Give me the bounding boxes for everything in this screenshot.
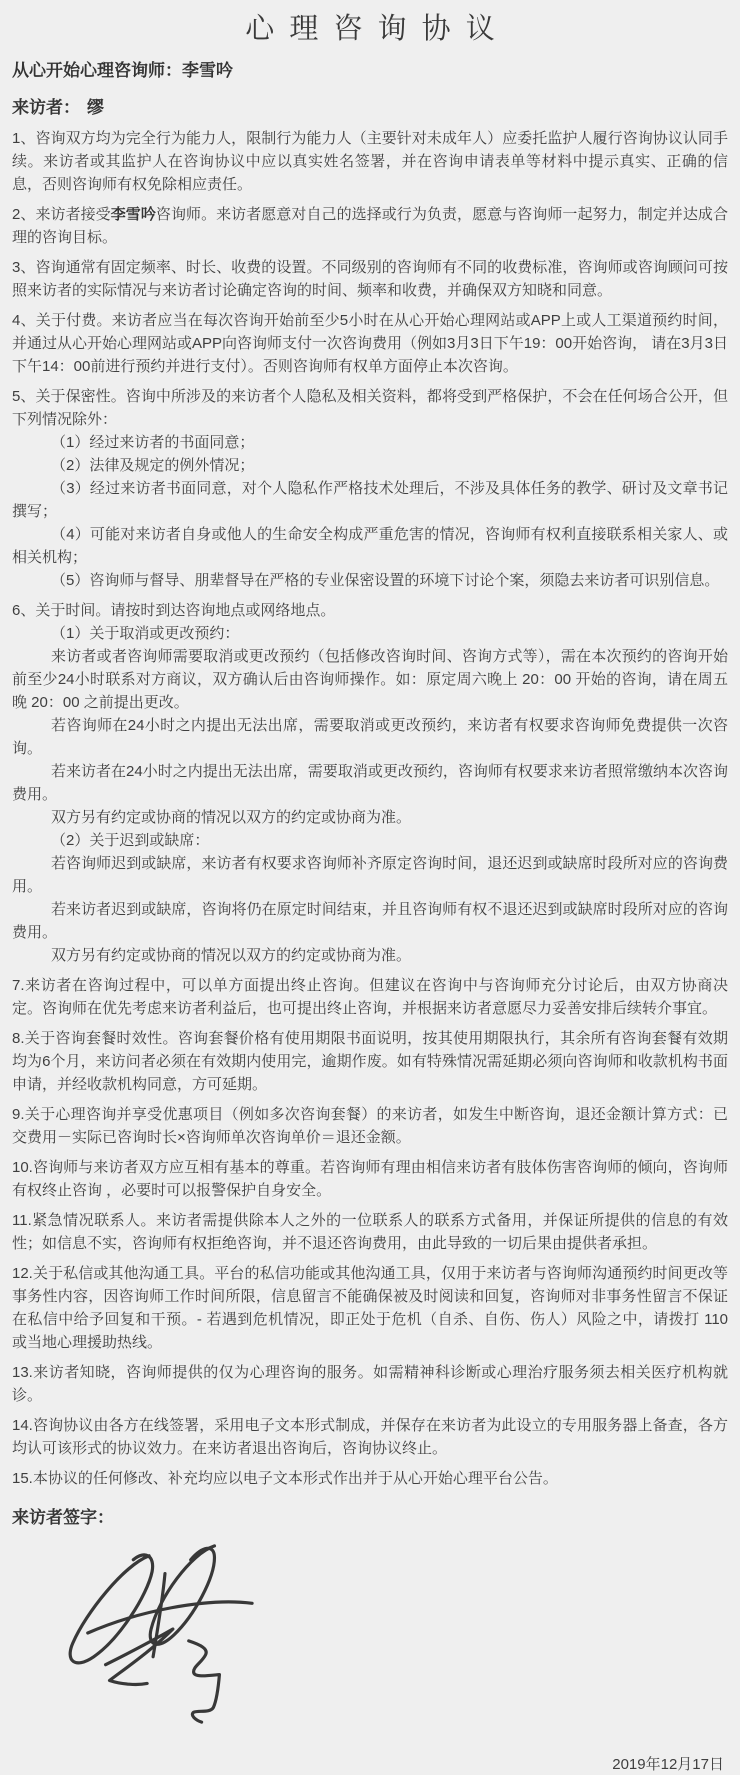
agreement-paragraph: 10.咨询师与来访者双方应互相有基本的尊重。若咨询师有理由相信来访者有肢体伤害咨询师的倾向，咨询师有权终止咨询 ，必要时可以报警保护自身安全。 [12, 1159, 728, 1199]
agreement-paragraph: 9.关于心理咨询并享受优惠项目（例如多次咨询套餐）的来访者，如发生中断咨询，退还金额计算方式：已交费用－实际已咨询时长×咨询师单次咨询单价＝退还金额。 [12, 1106, 728, 1146]
agreement-paragraph: 1、咨询双方均为完全行为能力人，限制行为能力人（主要针对未成年人）应委托监护人履行咨询协议认同手续。来访者或其监护人在咨询协议中应以真实姓名签署，并在咨询申请表单等材料中提示真实、正确的信息，否则咨询师有权免除相应责任。 [12, 130, 728, 193]
agreement-paragraph: 双方另有约定或协商的情况以双方的约定或协商为准。 [51, 947, 412, 964]
agreement-paragraph: 2、来访者接受李雪吟咨询师。来访者愿意对自己的选择或行为负责，愿意与咨询师一起努力，制定并达成合理的咨询目标。 [12, 206, 728, 246]
agreement-paragraph: 3、咨询通常有固定频率、时长、收费的设置。不同级别的咨询师有不同的收费标准，咨询师或咨询顾问可按照来访者的实际情况与来访者讨论确定咨询的时间、频率和收费，并确保双方知晓和同意。 [12, 259, 728, 299]
agreement-paragraph: 双方另有约定或协商的情况以双方的约定或协商为准。 [51, 809, 412, 826]
signature-stroke [189, 1641, 220, 1722]
agreement-paragraph: 4、关于付费。来访者应当在每次咨询开始前至少5小时在从心开始心理网站或APP上或人工渠道预约时间，并通过从心开始心理网站或APP向咨询师支付一次咨询费用（例如3月3日下午19：00开始咨询， 请在3月3日下午14：00前进行预约并进行支付）。否则咨询师有权单方面停止本次咨询。 [12, 312, 728, 375]
visitor-line [12, 96, 728, 120]
agreement-paragraph: （4）可能对来访者自身或他人的生命安全构成严重危害的情况，咨询师有权利直接联系相关家人、或相关机构； [12, 526, 728, 566]
signature-stroke [150, 1546, 214, 1644]
agreement-paragraph: 8.关于咨询套餐时效性。咨询套餐价格有使用期限书面说明，按其使用期限执行，其余所有咨询套餐有效期均为6个月，来访问者必须在有效期内使用完，逾期作废。如有特殊情况需延期必须向咨询师和收款机构书面申请，并经收款机构同意，方可延期。 [12, 1030, 728, 1093]
signature-stroke [88, 1602, 252, 1633]
agreement-paragraph: 若来访者在24小时之内提出无法出席，需要取消或更改预约，咨询师有权要求来访者照常缴纳本次咨询费用。 [12, 763, 728, 803]
agreement-paragraph: 13.来访者知晓，咨询师提供的仅为心理咨询的服务。如需精神科诊断或心理治疗服务须去相关医疗机构就诊。 [12, 1364, 728, 1404]
counselor-line [12, 59, 728, 83]
page-title: 心理咨询协议 [245, 13, 510, 45]
visitor-prefix: 来访者： [12, 98, 80, 117]
agreement-paragraph: 12.关于私信或其他沟通工具。平台的私信功能或其他沟通工具，仅用于来访者与咨询师沟通预约时间更改等事务性内容，因咨询师工作时间所限，信息留言不能确保被及时阅读和回复，咨询师对非事务性留言不保证在私信中给予回复和干预。- 若遇到危机情况，即正处于危机（自杀、自伤、伤人）风险之中，请拨打 110 或当地心理援助热线。 [12, 1265, 728, 1351]
agreement-paragraph: 14.咨询协议由各方在线签署，采用电子文本形式制成，并保存在来访者为此设立的专用服务器上备查，各方均认可该形式的协议效力。在来访者退出咨询后，咨询协议终止。 [12, 1417, 728, 1457]
agreement-paragraph: 7.来访者在咨询过程中，可以单方面提出终止咨询。但建议在咨询中与咨询师充分讨论后，由双方协商决定。咨询师在优先考虑来访者利益后，也可提出终止咨询，并根据来访者意愿尽力妥善安排后续转介事宜。 [12, 977, 728, 1017]
visitor-signature-image [56, 1534, 268, 1732]
counselor-name: 李雪吟 [182, 61, 233, 80]
agreement-paragraph: （2）法律及规定的例外情况； [51, 457, 255, 474]
agreement-paragraph: 来访者或者咨询师需要取消或更改预约（包括修改咨询时间、咨询方式等），需在本次预约的咨询开始前至少24小时联系对方商议，双方确认后由咨询师操作。如：原定周六晚上 20：00 开始的咨询，请在周五晚 20：00 之前提出更改。 [12, 648, 728, 711]
agreement-paragraph: （1）关于取消或更改预约： [51, 625, 240, 642]
agreement-paragraph: （2）关于迟到或缺席： [51, 832, 210, 849]
agreement-paragraph: 若来访者迟到或缺席，咨询将仍在原定时间结束，并且咨询师有权不退还迟到或缺席时段所对应的咨询费用。 [12, 901, 728, 941]
agreement-paragraph: 若咨询师在24小时之内提出无法出席，需要取消或更改预约，来访者有权要求咨询师免费提供一次咨询。 [12, 717, 728, 757]
agreement-paragraph: 6、关于时间。请按时到达咨询地点或网络地点。 [12, 602, 336, 619]
visitor-name: 缪 [87, 98, 104, 117]
agreement-date: 2019年12月17日 [612, 1756, 724, 1773]
agreement-paragraph: 5、关于保密性。咨询中所涉及的来访者个人隐私及相关资料，都将受到严格保护，不会在任何场合公开，但下列情况除外： [12, 388, 728, 428]
agreement-paragraph: （5）咨询师与督导、朋辈督导在严格的专业保密设置的环境下讨论个案，须隐去来访者可识别信息。 [51, 572, 720, 589]
agreement-paragraph: 15.本协议的任何修改、补充均应以电子文本形式作出并于从心开始心理平台公告。 [12, 1470, 558, 1487]
agreement-paragraph: 11.紧急情况联系人。来访者需提供除本人之外的一位联系人的联系方式备用，并保证所提供的信息的有效性；如信息不实，咨询师有权拒绝咨询，并不退还咨询费用，由此导致的一切后果由提供者承担。 [12, 1212, 728, 1252]
counselor-prefix: 从心开始心理咨询师： [12, 61, 182, 80]
visitor-signature-label: 来访者签字： [12, 1508, 114, 1527]
agreement-paragraph: （1）经过来访者的书面同意； [51, 434, 255, 451]
agreement-paragraph: （3）经过来访者书面同意，对个人隐私作严格技术处理后，不涉及具体任务的教学、研讨及文章书记撰写； [12, 480, 728, 520]
agreement-paragraph: 若咨询师迟到或缺席，来访者有权要求咨询师补齐原定咨询时间，退还迟到或缺席时段所对应的咨询费用。 [12, 855, 728, 895]
agreement-body [12, 127, 728, 1490]
